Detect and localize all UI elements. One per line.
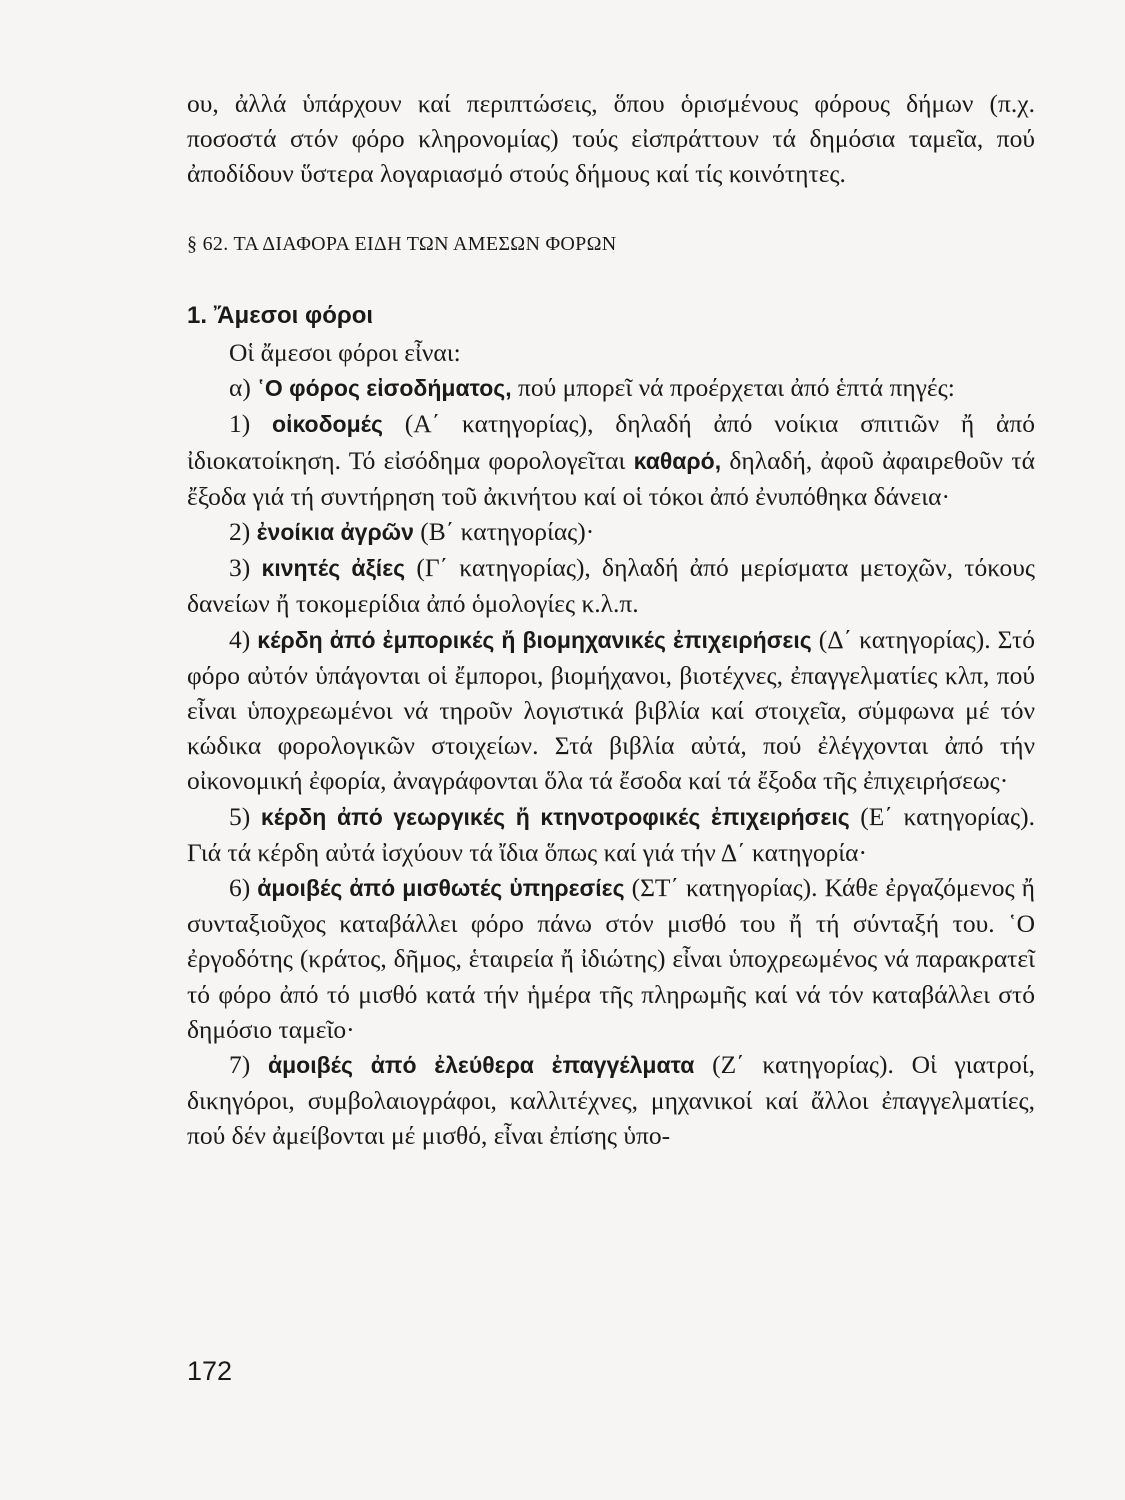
item-prefix: 7) bbox=[229, 1050, 268, 1080]
item-term: κινητές ἀξίες bbox=[261, 555, 406, 582]
list-item-5 bbox=[187, 799, 1035, 870]
item-a bbox=[187, 370, 1035, 406]
item-text: (Δ΄ κατηγορίας). Στό φόρο αὐτόν ὑπάγονται οἱ ἔμποροι, βιομήχανοι, βιοτέχνες, ἐπαγγελματίες κλπ, πού εἶναι ὑποχρεωμένοι νά τηροῦν λογιστικά βιβλία καί στοιχεῖα, σύμφωνα μέ τόν κώδικα φορολογικῶν στοιχείων. Στά βιβλία αὐτά, πού ἐλέγχονται ἀπό τήν οἰκονομική ἐφορία, ἀναγράφονται ὅλα τά ἔσοδα καί τά ἔξοδα τῆς ἐπιχειρήσεως· bbox=[187, 624, 1035, 796]
item-prefix: 3) bbox=[229, 553, 262, 583]
item-text: (Α΄ κατηγορίας), δηλαδή ἀπό νοίκια σπιτιῶν ἤ ἀπό ἰδιοκατοίκηση. Τό εἰσόδημα φορολογεῖται bbox=[187, 409, 1035, 475]
item-prefix: 2) bbox=[229, 517, 257, 547]
item-term-2: καθαρό, bbox=[633, 447, 722, 474]
item-prefix: 6) bbox=[229, 873, 258, 903]
item-text: (ΣΤ΄ κατηγορίας). Κάθε ἐργαζόμενος ἤ συνταξιοῦχος καταβάλλει φόρο πάνω στόν μισθό του ἤ τή σύνταξή του. ῾Ο ἐργοδότης (κράτος, δῆμος, ἑταιρεία ἤ ἰδιώτης) εἶναι ὑποχρεωμένος νά παρακρατεῖ τό φόρο ἀπό τό μισθό κατά τήν ἡμέρα τῆς πληρωμῆς καί νά τόν καταβάλλει στό δημόσιο ταμεῖο· bbox=[187, 873, 1035, 1044]
intro-line: Οἱ ἄμεσοι φόροι εἶναι: bbox=[229, 338, 461, 368]
item-prefix: 5) bbox=[229, 801, 261, 831]
item-prefix: 4) bbox=[229, 624, 258, 654]
section-heading: § 62. ΤΑ ΔΙΑΦΟΡΑ ΕΙΔΗ ΤΩΝ ΑΜΕΣΩΝ ΦΟΡΩΝ bbox=[187, 232, 617, 255]
item-a-bold: ῾Ο φόρος εἰσοδήματος, bbox=[257, 375, 512, 402]
item-term: ἀμοιβές ἀπό μισθωτές ὑπηρεσίες bbox=[257, 875, 625, 902]
opening-paragraph: ου, ἀλλά ὑπάρχουν καί περιπτώσεις, ὅπου ὁρισμένους φόρους δήμων (π.χ. ποσοστά στόν φόρο κληρονομίας) τούς εἰσπράττουν τά δημόσια ταμεῖα, πού ἀποδίδουν ὕστερα λογαριασμό στούς δήμους καί τίς κοινότητες. bbox=[187, 89, 1035, 189]
item-term: κέρδη ἀπό γεωργικές ἤ κτηνοτροφικές ἐπιχειρήσεις bbox=[260, 803, 850, 830]
list-item-1 bbox=[187, 406, 1035, 514]
page-number: 172 bbox=[187, 1356, 233, 1386]
list-item-6 bbox=[187, 870, 1035, 1047]
subheading: 1. Ἄμεσοι φόροι bbox=[187, 301, 374, 329]
list-item-2 bbox=[187, 514, 1035, 550]
item-term: οἰκοδομές bbox=[272, 411, 383, 438]
page-body bbox=[187, 86, 1035, 1154]
item-text: (Ζ΄ κατηγορίας). Οἱ γιατροί, δικηγόροι, συμβολαιογράφοι, καλλιτέχνες, μηχανικοί καί ἄλλοι ἐπαγγελματίες, πού δέν ἀμείβονται μέ μισθό, εἶναι ἐπίσης ὑπο- bbox=[187, 1050, 1035, 1151]
item-a-rest: πού μπορεῖ νά προέρχεται ἀπό ἑπτά πηγές: bbox=[511, 373, 955, 403]
item-prefix: 1) bbox=[229, 409, 273, 439]
list-item-4 bbox=[187, 622, 1035, 799]
item-term: ἀμοιβές ἀπό ἐλεύθερα ἐπαγγέλματα bbox=[267, 1052, 695, 1079]
item-a-prefix: α) bbox=[229, 373, 258, 403]
item-term: ἐνοίκια ἀγρῶν bbox=[256, 519, 414, 546]
item-text-2: δηλαδή, ἀφοῦ ἀφαιρεθοῦν τά ἔξοδα γιά τή συντήρηση τοῦ ἀκινήτου καί οἱ τόκοι ἀπό ἐνυπόθηκα δάνεια· bbox=[187, 445, 1035, 511]
list-item-3 bbox=[187, 550, 1035, 621]
list-item-7 bbox=[187, 1047, 1035, 1154]
item-term: κέρδη ἀπό ἐμπορικές ἤ βιομηχανικές ἐπιχειρήσεις bbox=[257, 626, 812, 653]
item-text: (Ε΄ κατηγορίας). Γιά τά κέρδη αὐτά ἰσχύουν τά ἴδια ὅπως καί γιά τήν Δ΄ κατηγορία· bbox=[187, 801, 1035, 867]
item-text: (Γ΄ κατηγορίας), δηλαδή ἀπό μερίσματα μετοχῶν, τόκους δανείων ἤ τοκομερίδια ἀπό ὁμολογίες κ.λ.π. bbox=[187, 553, 1035, 619]
item-text: (Β΄ κατηγορίας)· bbox=[413, 517, 595, 547]
